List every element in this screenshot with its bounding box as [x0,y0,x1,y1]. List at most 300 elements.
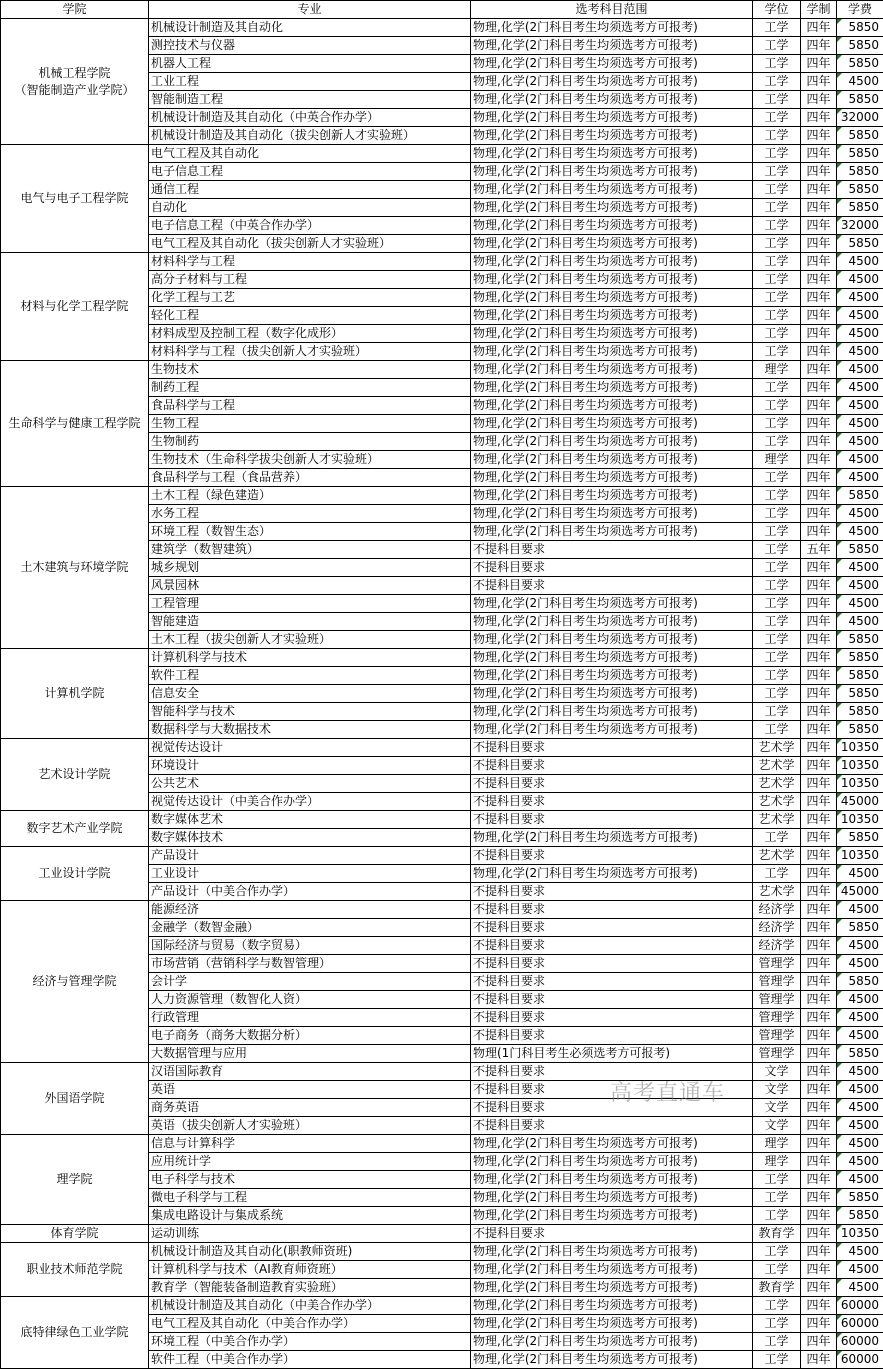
subject-requirement-cell: 不提科目要求 [471,1225,753,1243]
subject-requirement-cell: 物理,化学(2门科目考生均须选考方可报考) [471,109,753,127]
major-cell: 教育学（智能装备制造教育实验班） [149,1279,471,1297]
degree-cell: 工学 [753,703,801,721]
table-row [1,1243,883,1261]
major-cell: 英语 [149,1081,471,1099]
major-cell: 应用统计学 [149,1153,471,1171]
fee-cell: 5850 [837,667,883,685]
duration-cell: 四年 [801,703,837,721]
degree-cell: 艺术学 [753,739,801,757]
degree-cell: 工学 [753,559,801,577]
duration-cell: 四年 [801,1099,837,1117]
major-cell: 智能建造 [149,613,471,631]
degree-cell: 工学 [753,307,801,325]
major-cell: 大数据管理与应用 [149,1045,471,1063]
duration-cell: 四年 [801,919,837,937]
fee-cell: 5850 [837,181,883,199]
header-row [1,1,883,19]
college-name: 经济与管理学院 [32,974,117,988]
subject-requirement-cell: 不提科目要求 [471,1117,753,1135]
college-cell [1,1297,149,1369]
subject-requirement-cell: 不提科目要求 [471,541,753,559]
major-cell: 人力资源管理（数智化人资） [149,991,471,1009]
duration-cell: 四年 [801,739,837,757]
degree-cell: 经济学 [753,919,801,937]
major-cell: 生物技术 [149,361,471,379]
subject-requirement-cell: 物理,化学(2门科目考生均须选考方可报考) [471,307,753,325]
degree-cell: 艺术学 [753,847,801,865]
degree-cell: 工学 [753,37,801,55]
major-cell: 电气工程及其自动化（中美合作办学） [149,1315,471,1333]
fee-cell: 10350 [837,757,883,775]
degree-cell: 工学 [753,469,801,487]
major-cell: 汉语国际教育 [149,1063,471,1081]
duration-cell: 四年 [801,91,837,109]
fee-cell: 5850 [837,1189,883,1207]
degree-cell: 文学 [753,1117,801,1135]
degree-cell: 理学 [753,361,801,379]
fee-cell: 4500 [837,433,883,451]
major-cell: 智能制造工程 [149,91,471,109]
college-cell [1,361,149,487]
fee-cell: 4500 [837,379,883,397]
subject-requirement-cell: 物理,化学(2门科目考生均须选考方可报考) [471,1207,753,1225]
major-cell: 环境工程（数智生态） [149,523,471,541]
degree-cell: 管理学 [753,1009,801,1027]
major-cell: 运动训练 [149,1225,471,1243]
college-cell [1,649,149,739]
duration-cell: 四年 [801,721,837,739]
major-cell: 电气工程及其自动化 [149,145,471,163]
duration-cell: 四年 [801,163,837,181]
major-cell: 数字媒体艺术 [149,811,471,829]
college-name: （智能制造产业学院） [14,82,135,97]
subject-requirement-cell: 物理,化学(2门科目考生均须选考方可报考) [471,721,753,739]
duration-cell: 四年 [801,901,837,919]
fee-cell: 5850 [837,1207,883,1225]
major-cell: 机械设计制造及其自动化（中英合作办学） [149,109,471,127]
subject-requirement-cell: 不提科目要求 [471,847,753,865]
fee-cell: 32000 [837,109,883,127]
degree-cell: 艺术学 [753,793,801,811]
degree-cell: 工学 [753,433,801,451]
major-cell: 产品设计（中美合作办学） [149,883,471,901]
college-cell [1,1135,149,1225]
degree-cell: 管理学 [753,955,801,973]
subject-requirement-cell: 物理,化学(2门科目考生均须选考方可报考) [471,1261,753,1279]
fee-cell: 10350 [837,811,883,829]
duration-cell: 四年 [801,199,837,217]
subject-requirement-cell: 不提科目要求 [471,1081,753,1099]
college-name: 体育学院 [50,1226,99,1240]
subject-requirement-cell: 物理,化学(2门科目考生均须选考方可报考) [471,19,753,37]
duration-cell: 四年 [801,1045,837,1063]
fee-cell: 4500 [837,1081,883,1099]
fee-cell: 4500 [837,1279,883,1297]
duration-cell: 四年 [801,1225,837,1243]
fee-cell: 4500 [837,577,883,595]
fee-cell: 60000 [837,1351,883,1369]
subject-requirement-cell: 不提科目要求 [471,919,753,937]
fee-cell: 4500 [837,1117,883,1135]
fee-cell: 4500 [837,1027,883,1045]
degree-cell: 工学 [753,1351,801,1369]
subject-requirement-cell: 物理,化学(2门科目考生均须选考方可报考) [471,55,753,73]
duration-cell: 四年 [801,487,837,505]
college-name: 电气与电子工程学院 [20,191,129,205]
degree-cell: 工学 [753,217,801,235]
duration-cell: 四年 [801,361,837,379]
degree-cell: 工学 [753,1315,801,1333]
degree-cell: 教育学 [753,1225,801,1243]
degree-cell: 工学 [753,379,801,397]
degree-cell: 工学 [753,865,801,883]
degree-cell: 文学 [753,1099,801,1117]
college-name: 土木建筑与环境学院 [20,560,129,574]
subject-requirement-cell: 物理,化学(2门科目考生均须选考方可报考) [471,271,753,289]
major-cell: 行政管理 [149,1009,471,1027]
duration-cell: 四年 [801,577,837,595]
fee-cell: 5850 [837,199,883,217]
major-cell: 建筑学（数智建筑） [149,541,471,559]
degree-cell: 工学 [753,235,801,253]
major-cell: 材料成型及控制工程（数字化成形） [149,325,471,343]
major-cell: 轻化工程 [149,307,471,325]
major-cell: 城乡规划 [149,559,471,577]
fee-cell: 5850 [837,19,883,37]
degree-cell: 工学 [753,1171,801,1189]
major-cell: 环境工程（中美合作办学） [149,1333,471,1351]
degree-cell: 管理学 [753,973,801,991]
college-cell [1,253,149,361]
college-name: 计算机学院 [44,686,105,700]
major-cell: 信息与计算科学 [149,1135,471,1153]
college-cell [1,901,149,1063]
watermark: 高考直通车 [610,1081,726,1106]
table-row [1,145,883,163]
degree-cell: 理学 [753,1135,801,1153]
fee-cell: 5850 [837,919,883,937]
major-cell: 软件工程 [149,667,471,685]
fee-cell: 4500 [837,991,883,1009]
degree-cell: 管理学 [753,1045,801,1063]
duration-cell: 四年 [801,19,837,37]
major-cell: 电子商务（商务大数据分析） [149,1027,471,1045]
duration-cell: 四年 [801,667,837,685]
duration-cell: 四年 [801,415,837,433]
subject-requirement-cell: 不提科目要求 [471,739,753,757]
duration-cell: 四年 [801,397,837,415]
degree-cell: 工学 [753,1243,801,1261]
duration-cell: 四年 [801,73,837,91]
table-row [1,1135,883,1153]
degree-cell: 工学 [753,595,801,613]
subject-requirement-cell: 物理,化学(2门科目考生均须选考方可报考) [471,1297,753,1315]
subject-requirement-cell: 物理,化学(2门科目考生均须选考方可报考) [471,865,753,883]
subject-requirement-cell: 不提科目要求 [471,937,753,955]
subject-requirement-cell: 物理,化学(2门科目考生均须选考方可报考) [471,343,753,361]
degree-cell: 工学 [753,1333,801,1351]
duration-cell: 四年 [801,865,837,883]
duration-cell: 四年 [801,235,837,253]
major-cell: 食品科学与工程 [149,397,471,415]
subject-requirement-cell: 物理,化学(2门科目考生均须选考方可报考) [471,451,753,469]
subject-requirement-cell: 物理,化学(2门科目考生均须选考方可报考) [471,595,753,613]
duration-cell: 四年 [801,793,837,811]
major-cell: 信息安全 [149,685,471,703]
fee-cell: 10350 [837,847,883,865]
degree-cell: 经济学 [753,901,801,919]
major-cell: 电子信息工程（中英合作办学） [149,217,471,235]
college-name: 外国语学院 [44,1091,105,1105]
subject-requirement-cell: 物理,化学(2门科目考生均须选考方可报考) [471,289,753,307]
duration-cell: 四年 [801,55,837,73]
subject-requirement-cell: 不提科目要求 [471,1027,753,1045]
table-row [1,739,883,757]
fee-cell: 45000 [837,793,883,811]
subject-requirement-cell: 物理,化学(2门科目考生均须选考方可报考) [471,415,753,433]
duration-cell: 四年 [801,1027,837,1045]
fee-cell: 5850 [837,145,883,163]
duration-cell: 四年 [801,757,837,775]
subject-requirement-cell: 不提科目要求 [471,559,753,577]
major-cell: 土木工程（拔尖创新人才实验班） [149,631,471,649]
major-cell: 通信工程 [149,181,471,199]
duration-cell: 四年 [801,613,837,631]
subject-requirement-cell: 不提科目要求 [471,973,753,991]
duration-cell: 四年 [801,973,837,991]
subject-requirement-cell: 物理,化学(2门科目考生均须选考方可报考) [471,829,753,847]
fee-cell: 5850 [837,163,883,181]
duration-cell: 四年 [801,1243,837,1261]
major-cell: 国际经济与贸易（数字贸易） [149,937,471,955]
fee-cell: 5850 [837,91,883,109]
duration-cell: 四年 [801,343,837,361]
major-cell: 生物技术（生命科学拔尖创新人才实验班） [149,451,471,469]
subject-requirement-cell: 物理,化学(2门科目考生均须选考方可报考) [471,1351,753,1369]
table-row [1,847,883,865]
duration-cell: 四年 [801,1315,837,1333]
subject-requirement-cell: 物理,化学(2门科目考生均须选考方可报考) [471,37,753,55]
duration-cell: 四年 [801,595,837,613]
duration-cell: 四年 [801,991,837,1009]
major-cell: 能源经济 [149,901,471,919]
fee-cell: 4500 [837,469,883,487]
degree-cell: 艺术学 [753,757,801,775]
degree-cell: 工学 [753,325,801,343]
duration-cell: 四年 [801,1351,837,1369]
degree-cell: 工学 [753,127,801,145]
fee-cell: 4500 [837,523,883,541]
fee-cell: 5850 [837,235,883,253]
subject-requirement-cell: 不提科目要求 [471,883,753,901]
fee-cell: 4500 [837,325,883,343]
subject-requirement-cell: 不提科目要求 [471,1099,753,1117]
degree-cell: 工学 [753,523,801,541]
major-cell: 材料科学与工程（拔尖创新人才实验班） [149,343,471,361]
subject-requirement-cell: 物理,化学(2门科目考生均须选考方可报考) [471,325,753,343]
college-name: 材料与化学工程学院 [20,299,129,313]
fee-cell: 45000 [837,883,883,901]
duration-cell: 四年 [801,1135,837,1153]
major-cell: 生物制药 [149,433,471,451]
degree-cell: 工学 [753,289,801,307]
college-name: 生命科学与健康工程学院 [8,416,141,430]
subject-requirement-cell: 物理,化学(2门科目考生均须选考方可报考) [471,235,753,253]
subject-requirement-cell: 物理,化学(2门科目考生均须选考方可报考) [471,667,753,685]
fee-cell: 4500 [837,613,883,631]
duration-cell: 四年 [801,433,837,451]
degree-cell: 工学 [753,685,801,703]
duration-cell: 四年 [801,811,837,829]
table-row [1,1063,883,1081]
fee-cell: 4500 [837,289,883,307]
college-cell [1,1225,149,1243]
college-cell [1,487,149,649]
fee-cell: 4500 [837,901,883,919]
major-cell: 水务工程 [149,505,471,523]
subject-requirement-cell: 物理,化学(2门科目考生均须选考方可报考) [471,1153,753,1171]
subject-requirement-cell: 物理,化学(2门科目考生均须选考方可报考) [471,73,753,91]
fee-cell: 10350 [837,739,883,757]
degree-cell: 工学 [753,649,801,667]
duration-cell: 四年 [801,1279,837,1297]
duration-cell: 四年 [801,937,837,955]
fee-cell: 5850 [837,721,883,739]
fee-cell: 4500 [837,415,883,433]
fee-cell: 4500 [837,271,883,289]
header-fee: 学费 [837,1,883,19]
duration-cell: 四年 [801,1333,837,1351]
table-body [1,19,883,1369]
fee-cell: 4500 [837,253,883,271]
subject-requirement-cell: 不提科目要求 [471,991,753,1009]
degree-cell: 工学 [753,199,801,217]
major-cell: 计算机科学与技术 [149,649,471,667]
major-cell: 产品设计 [149,847,471,865]
subject-requirement-cell: 物理,化学(2门科目考生均须选考方可报考) [471,685,753,703]
duration-cell: 四年 [801,469,837,487]
fee-cell: 5850 [837,1045,883,1063]
table-row [1,487,883,505]
degree-cell: 工学 [753,829,801,847]
table-row [1,811,883,829]
major-cell: 土木工程（绿色建造） [149,487,471,505]
subject-requirement-cell: 物理,化学(2门科目考生均须选考方可报考) [471,1243,753,1261]
degree-cell: 工学 [753,631,801,649]
fee-cell: 4500 [837,865,883,883]
major-cell: 机械设计制造及其自动化（中美合作办学） [149,1297,471,1315]
subject-requirement-cell: 不提科目要求 [471,775,753,793]
subject-requirement-cell: 不提科目要求 [471,757,753,775]
subject-requirement-cell: 物理,化学(2门科目考生均须选考方可报考) [471,253,753,271]
degree-cell: 工学 [753,397,801,415]
duration-cell: 四年 [801,253,837,271]
degree-cell: 艺术学 [753,883,801,901]
duration-cell: 五年 [801,541,837,559]
degree-cell: 工学 [753,91,801,109]
major-cell: 电子信息工程 [149,163,471,181]
college-name: 理学院 [56,1172,93,1186]
fee-cell: 4500 [837,937,883,955]
degree-cell: 工学 [753,577,801,595]
major-cell: 英语（拔尖创新人才实验班） [149,1117,471,1135]
subject-requirement-cell: 不提科目要求 [471,1009,753,1027]
subject-requirement-cell: 物理,化学(2门科目考生均须选考方可报考) [471,1135,753,1153]
subject-requirement-cell: 物理,化学(2门科目考生均须选考方可报考) [471,379,753,397]
degree-cell: 文学 [753,1063,801,1081]
subject-requirement-cell: 物理(1门科目考生必须选考方可报考) [471,1045,753,1063]
degree-cell: 工学 [753,505,801,523]
college-name: 职业技术师范学院 [26,1262,123,1276]
header-college: 学院 [1,1,149,19]
degree-cell: 工学 [753,1207,801,1225]
table-row [1,361,883,379]
degree-cell: 工学 [753,163,801,181]
college-cell [1,19,149,145]
subject-requirement-cell: 物理,化学(2门科目考生均须选考方可报考) [471,1315,753,1333]
major-cell: 风景园林 [149,577,471,595]
degree-cell: 管理学 [753,1027,801,1045]
subject-requirement-cell: 物理,化学(2门科目考生均须选考方可报考) [471,433,753,451]
degree-cell: 工学 [753,73,801,91]
subject-requirement-cell: 不提科目要求 [471,577,753,595]
major-cell: 商务英语 [149,1099,471,1117]
fee-cell: 32000 [837,217,883,235]
subject-requirement-cell: 物理,化学(2门科目考生均须选考方可报考) [471,1171,753,1189]
college-name: 工业设计学院 [38,866,111,880]
major-cell: 自动化 [149,199,471,217]
major-cell: 金融学（数智金融） [149,919,471,937]
degree-cell: 工学 [753,1261,801,1279]
duration-cell: 四年 [801,1009,837,1027]
duration-cell: 四年 [801,307,837,325]
duration-cell: 四年 [801,325,837,343]
duration-cell: 四年 [801,379,837,397]
degree-cell: 工学 [753,667,801,685]
college-name: 底特律绿色工业学院 [20,1325,129,1339]
fee-cell: 4500 [837,73,883,91]
duration-cell: 四年 [801,127,837,145]
table-row [1,901,883,919]
duration-cell: 四年 [801,289,837,307]
subject-requirement-cell: 物理,化学(2门科目考生均须选考方可报考) [471,127,753,145]
table-row [1,19,883,37]
fee-cell: 5850 [837,631,883,649]
degree-cell: 工学 [753,487,801,505]
duration-cell: 四年 [801,1081,837,1099]
subject-requirement-cell: 物理,化学(2门科目考生均须选考方可报考) [471,397,753,415]
degree-cell: 工学 [753,181,801,199]
major-cell: 化学工程与工艺 [149,289,471,307]
duration-cell: 四年 [801,775,837,793]
major-cell: 会计学 [149,973,471,991]
major-cell: 工业工程 [149,73,471,91]
subject-requirement-cell: 物理,化学(2门科目考生均须选考方可报考) [471,217,753,235]
major-cell: 机械设计制造及其自动化（拔尖创新人才实验班） [149,127,471,145]
subject-requirement-cell: 物理,化学(2门科目考生均须选考方可报考) [471,199,753,217]
subject-requirement-cell: 物理,化学(2门科目考生均须选考方可报考) [471,181,753,199]
subject-requirement-cell: 物理,化学(2门科目考生均须选考方可报考) [471,145,753,163]
subject-requirement-cell: 不提科目要求 [471,955,753,973]
duration-cell: 四年 [801,685,837,703]
fee-cell: 5850 [837,703,883,721]
duration-cell: 四年 [801,109,837,127]
subject-requirement-cell: 不提科目要求 [471,901,753,919]
duration-cell: 四年 [801,847,837,865]
major-cell: 微电子科学与工程 [149,1189,471,1207]
table-row [1,253,883,271]
degree-cell: 工学 [753,55,801,73]
